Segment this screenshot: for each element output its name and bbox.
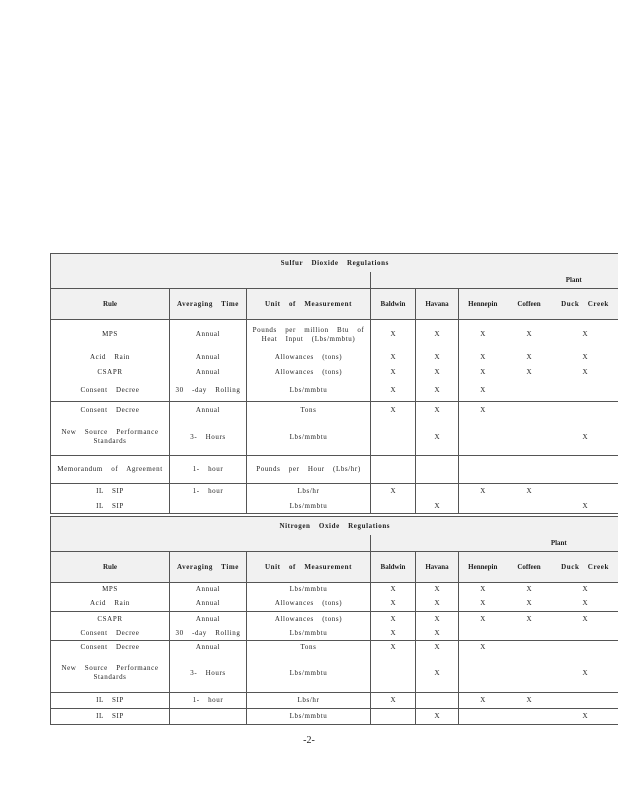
plant-header-row — [51, 535, 618, 552]
header-havana: Havana — [416, 552, 459, 583]
table-title-row — [51, 517, 618, 536]
cell-duck-creek — [552, 484, 618, 500]
cell-rule: MPS — [51, 320, 170, 350]
cell-havana: X — [416, 641, 459, 655]
cell-duck-creek: X — [582, 330, 588, 339]
cell-averaging-time: 30 -day Rolling — [170, 380, 247, 402]
cell-unit: Tons — [247, 402, 371, 420]
cell-rule: Acid Rain — [51, 597, 170, 612]
header-rule: Rule — [51, 552, 170, 583]
header-havana: Havana — [416, 289, 459, 320]
cell-baldwin: X — [371, 365, 416, 380]
cell-rule: Acid Rain — [51, 350, 170, 365]
cell-coffeen — [507, 500, 552, 514]
table-title-row — [51, 254, 618, 273]
cell-havana: X — [416, 709, 459, 725]
cell-havana — [416, 693, 459, 709]
cell-unit: Lbs/hr — [247, 484, 371, 500]
cell-duck-creek — [552, 456, 618, 484]
cell-rule: MPS — [51, 583, 170, 597]
cell-unit: Lbs/hr — [247, 693, 371, 709]
cell-rule: New Source Performance Standards — [51, 420, 170, 456]
cell-baldwin: X — [371, 320, 416, 350]
cell-hennepin: X — [459, 484, 507, 500]
cell-averaging-time: 1- hour — [170, 456, 247, 484]
page-number: -2- — [303, 735, 315, 746]
cell-unit: Lbs/mmbtu — [247, 655, 371, 693]
cell-havana: X — [416, 365, 459, 380]
cell-coffeen — [507, 709, 552, 725]
cell-averaging-time — [170, 709, 247, 725]
plant-label: Plant — [371, 535, 618, 552]
cell-havana: X — [416, 655, 459, 693]
cell-averaging-time: Annual — [170, 350, 247, 365]
cell-duck-creek: X — [552, 500, 618, 514]
cell-coffeen: X — [507, 484, 552, 500]
cell-duck-creek — [552, 627, 618, 641]
cell-duck-creek — [552, 402, 618, 420]
cell-rule: CSAPR — [51, 612, 170, 627]
cell-havana: X — [416, 420, 459, 456]
header-coffeen: Coffeen — [507, 289, 552, 320]
cell-unit: Allowances (tons) — [247, 365, 371, 380]
table-title: Sulfur Dioxide Regulations — [51, 254, 618, 273]
cell-hennepin: X — [480, 599, 486, 608]
cell-unit: Tons — [247, 641, 371, 655]
table-row — [51, 402, 618, 420]
cell-hennepin — [459, 655, 507, 693]
header-averaging-time: Averaging Time — [170, 289, 247, 320]
cell-rule: New Source Performance Standards — [51, 655, 170, 693]
table-row — [51, 627, 618, 641]
header-duck-creek: Duck Creek — [552, 289, 618, 320]
cell-coffeen — [507, 420, 552, 456]
header-coffeen: Coffeen — [507, 552, 552, 583]
cell-hennepin: X — [480, 585, 486, 594]
cell-duck-creek — [552, 641, 618, 655]
cell-baldwin — [371, 456, 416, 484]
cell-baldwin: X — [371, 597, 416, 612]
cell-baldwin — [371, 500, 416, 514]
plant-header-row — [51, 272, 618, 289]
header-rule: Rule — [51, 289, 170, 320]
cell-duck-creek — [552, 380, 618, 402]
cell-averaging-time: Annual — [170, 597, 247, 612]
table-row — [51, 693, 618, 709]
cell-hennepin: X — [480, 352, 486, 361]
header-duck-creek: Duck Creek — [552, 552, 618, 583]
cell-rule: IL SIP — [51, 709, 170, 725]
cell-coffeen: X — [526, 367, 532, 376]
table-row — [51, 655, 618, 693]
header-hennepin: Hennepin — [459, 552, 507, 583]
cell-hennepin — [459, 500, 507, 514]
cell-unit: Allowances (tons) — [247, 612, 371, 627]
cell-duck-creek: X — [552, 612, 618, 627]
cell-coffeen: X — [526, 599, 532, 608]
cell-unit: Pounds per million Btu of Heat Input (Lbs/mmbtu) — [247, 320, 371, 350]
table-row — [51, 456, 618, 484]
header-unit: Unit of Measurement — [247, 289, 371, 320]
table-row — [51, 597, 618, 612]
cell-averaging-time: 3- Hours — [170, 420, 247, 456]
column-header-row — [51, 289, 618, 320]
cell-averaging-time: 1- hour — [170, 484, 247, 500]
cell-duck-creek: X — [582, 585, 588, 594]
cell-duck-creek: X — [582, 432, 588, 441]
cell-baldwin: X — [371, 693, 416, 709]
so2-regulations-table — [50, 253, 618, 514]
cell-havana: X — [416, 612, 459, 627]
cell-baldwin: X — [371, 627, 416, 641]
cell-coffeen — [507, 655, 552, 693]
cell-duck-creek — [552, 693, 618, 709]
cell-havana: X — [416, 583, 459, 597]
table-row — [51, 350, 618, 365]
cell-rule: CSAPR — [51, 365, 170, 380]
cell-havana: X — [416, 597, 459, 612]
header-baldwin: Baldwin — [371, 552, 416, 583]
cell-havana — [416, 456, 459, 484]
cell-unit: Lbs/mmbtu — [247, 380, 371, 402]
cell-averaging-time: Annual — [170, 583, 247, 597]
header-averaging-time: Averaging Time — [170, 552, 247, 583]
cell-coffeen: X — [507, 612, 552, 627]
cell-baldwin: X — [371, 380, 416, 402]
cell-coffeen: X — [507, 693, 552, 709]
table-row — [51, 583, 618, 597]
table-row — [51, 365, 618, 380]
cell-rule: Consent Decree — [51, 627, 170, 641]
cell-hennepin: X — [480, 367, 486, 376]
cell-duck-creek: X — [552, 709, 618, 725]
table-row — [51, 612, 618, 627]
cell-averaging-time: Annual — [170, 365, 247, 380]
cell-rule: Consent Decree — [51, 641, 170, 655]
cell-rule: Consent Decree — [51, 380, 170, 402]
cell-baldwin: X — [371, 641, 416, 655]
cell-unit: Allowances (tons) — [247, 597, 371, 612]
nox-regulations-table — [50, 516, 618, 725]
cell-averaging-time: Annual — [170, 641, 247, 655]
cell-hennepin — [459, 709, 507, 725]
table-row — [51, 484, 618, 500]
cell-unit: Pounds per Hour (Lbs/hr) — [247, 456, 371, 484]
cell-unit: Lbs/mmbtu — [247, 583, 371, 597]
cell-havana: X — [416, 402, 459, 420]
header-baldwin: Baldwin — [371, 289, 416, 320]
cell-rule: Consent Decree — [51, 402, 170, 420]
cell-averaging-time: Annual — [170, 320, 247, 350]
cell-coffeen — [507, 402, 552, 420]
table-row — [51, 709, 618, 725]
cell-averaging-time: 30 -day Rolling — [170, 627, 247, 641]
cell-unit: Allowances (tons) — [247, 350, 371, 365]
table-row — [51, 420, 618, 456]
cell-baldwin: X — [371, 583, 416, 597]
cell-hennepin: X — [480, 385, 486, 394]
cell-coffeen — [507, 641, 552, 655]
cell-havana: X — [416, 350, 459, 365]
table-row — [51, 641, 618, 655]
table-row — [51, 320, 618, 350]
cell-hennepin — [459, 456, 507, 484]
cell-coffeen — [507, 456, 552, 484]
table-row — [51, 380, 618, 402]
cell-hennepin — [459, 420, 507, 456]
cell-unit: Lbs/mmbtu — [247, 420, 371, 456]
cell-rule: IL SIP — [51, 484, 170, 500]
cell-rule: IL SIP — [51, 500, 170, 514]
cell-rule: IL SIP — [51, 693, 170, 709]
cell-duck-creek: X — [582, 599, 588, 608]
cell-averaging-time — [170, 500, 247, 514]
header-unit: Unit of Measurement — [247, 552, 371, 583]
cell-duck-creek: X — [582, 352, 588, 361]
table-row — [51, 500, 618, 514]
cell-unit: Lbs/mmbtu — [247, 500, 371, 514]
cell-unit: Lbs/mmbtu — [247, 627, 371, 641]
cell-havana: X — [416, 627, 459, 641]
cell-unit: Lbs/mmbtu — [247, 709, 371, 725]
cell-baldwin: X — [371, 612, 416, 627]
cell-hennepin — [459, 627, 507, 641]
cell-hennepin: X — [459, 641, 507, 655]
cell-duck-creek: X — [582, 668, 588, 677]
cell-havana — [416, 484, 459, 500]
cell-averaging-time: 1- hour — [170, 693, 247, 709]
cell-hennepin: X — [480, 330, 486, 339]
cell-baldwin — [371, 655, 416, 693]
cell-averaging-time: Annual — [170, 402, 247, 420]
table-title: Nitrogen Oxide Regulations — [51, 517, 618, 536]
cell-averaging-time: Annual — [170, 612, 247, 627]
cell-rule: Memorandum of Agreement — [51, 456, 170, 484]
cell-duck-creek: X — [582, 367, 588, 376]
column-header-row — [51, 552, 618, 583]
cell-havana: X — [416, 500, 459, 514]
cell-hennepin: X — [459, 402, 507, 420]
cell-havana: X — [416, 320, 459, 350]
cell-baldwin — [371, 420, 416, 456]
cell-baldwin: X — [371, 484, 416, 500]
cell-baldwin: X — [371, 350, 416, 365]
cell-coffeen — [507, 380, 552, 402]
plant-label: Plant — [371, 272, 618, 289]
cell-averaging-time: 3- Hours — [170, 655, 247, 693]
cell-coffeen: X — [526, 352, 532, 361]
header-hennepin: Hennepin — [459, 289, 507, 320]
cell-hennepin: X — [459, 612, 507, 627]
cell-coffeen: X — [526, 585, 532, 594]
cell-baldwin: X — [371, 402, 416, 420]
cell-coffeen: X — [526, 330, 532, 339]
cell-baldwin — [371, 709, 416, 725]
cell-hennepin: X — [459, 693, 507, 709]
cell-coffeen — [507, 627, 552, 641]
cell-havana: X — [416, 380, 459, 402]
